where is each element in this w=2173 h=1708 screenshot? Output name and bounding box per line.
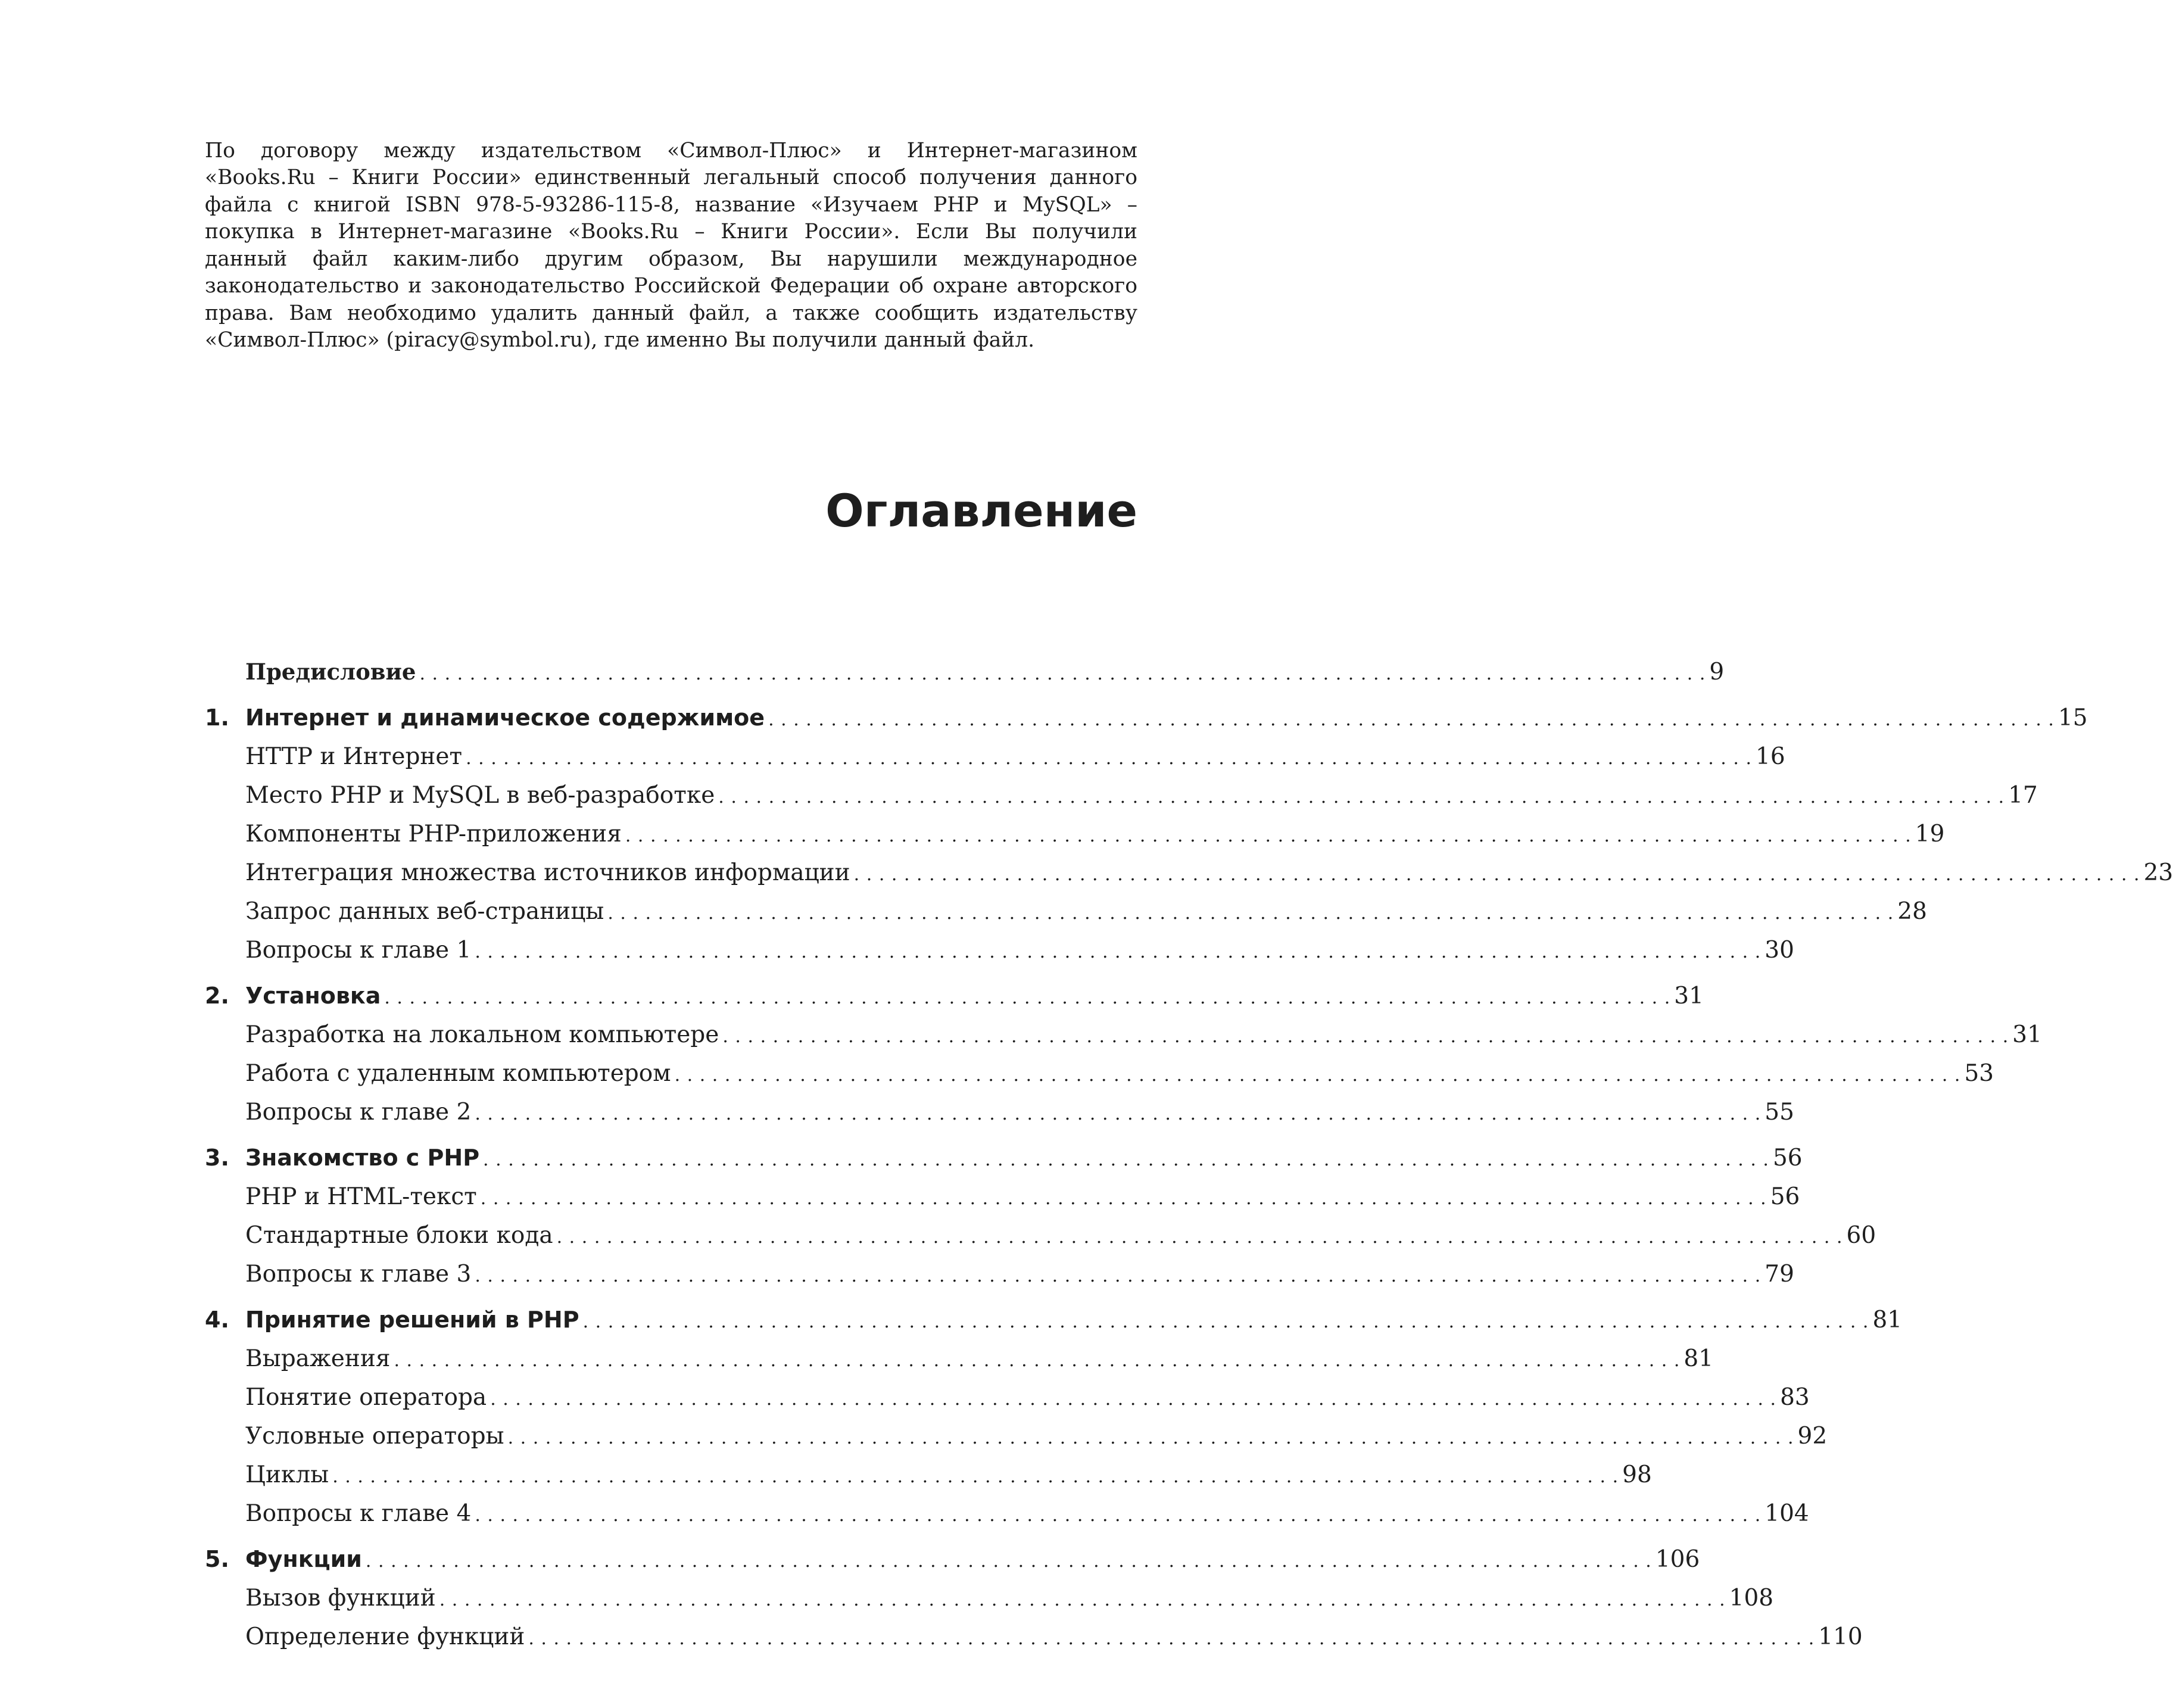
toc-section-entry[interactable]: [205, 1099, 1794, 1137]
page-title: Оглавление: [825, 484, 1137, 537]
toc-entry-title: Вопросы к главе 4: [245, 1500, 472, 1527]
toc-page-number: 106: [1655, 1546, 1700, 1573]
toc-dot-leader: . . . . . . . . . . . . . . . . . . . . . . . . . . . . . . . . . . . . . . . . . . . . . . . . . . . . . . . . . . . . . . . . . . . . . . . . . . . . . . . . . . . . . . . . . . . . . . . . . . . . . . .: [490, 1389, 1777, 1410]
toc-page-number: 19: [1915, 821, 1945, 847]
toc-page-number: 17: [2008, 782, 2038, 809]
toc-section-entry[interactable]: [205, 1261, 1794, 1299]
toc-entry-title: Работа с удаленным компьютером: [245, 1060, 671, 1087]
toc-entry-title: Принятие решений в PHP: [245, 1307, 579, 1333]
toc-section-entry[interactable]: [205, 898, 1927, 937]
toc-page-number: 108: [1729, 1585, 1774, 1612]
toc-chapter-number: 2.: [205, 983, 229, 1009]
toc-dot-leader: . . . . . . . . . . . . . . . . . . . . . . . . . . . . . . . . . . . . . . . . . . . . . . . . . . . . . . . . . . . . . . . . . . . . . . . . . . . . . . . . . . . . . . . . . . . . . . . . . . . . . . .: [365, 1551, 1652, 1572]
toc-dot-leader: . . . . . . . . . . . . . . . . . . . . . . . . . . . . . . . . . . . . . . . . . . . . . . . . . . . . . . . . . . . . . . . . . . . . . . . . . . . . . . . . . . . . . . . . . . . . . . . . . . . . . . .: [768, 709, 2054, 730]
toc-page-number: 110: [1818, 1623, 1863, 1650]
toc-section-entry[interactable]: [205, 937, 1794, 975]
toc-page-number: 16: [1756, 743, 1785, 770]
toc-dot-leader: . . . . . . . . . . . . . . . . . . . . . . . . . . . . . . . . . . . . . . . . . . . . . . . . . . . . . . . . . . . . . . . . . . . . . . . . . . . . . . . . . . . . . . . . . . . . . . . . . . . . . . .: [384, 987, 1671, 1008]
toc-entry-title: Место PHP и MySQL в веб-разработке: [245, 782, 715, 809]
toc-chapter-number: 5.: [205, 1546, 229, 1572]
toc-section-entry[interactable]: [205, 1345, 1714, 1384]
toc-section-entry[interactable]: [205, 1585, 1774, 1623]
toc-dot-leader: . . . . . . . . . . . . . . . . . . . . . . . . . . . . . . . . . . . . . . . . . . . . . . . . . . . . . . . . . . . . . . . . . . . . . . . . . . . . . . . . . . . . . . . . . . . . . . . . . . . . . . .: [475, 942, 1762, 962]
copyright-notice: По договору между издательством «Символ-Плюс» и Интернет-магазином «Books.Ru – Книги России» единственный легальный способ получения данного файла с книгой ISBN 978-5-93286-115-8, название «Изучаем PHP и MySQL» – покупка в Интернет-магазине «Books.Ru – Книги России». Если Вы получили данный файл каким-либо другим образом, Вы нарушили международное законодательство и законодательство Российской Федерации об охране авторского права. Вам необходимо удалить данный файл, а также сообщить издательству «Символ-Плюс» (piracy@symbol.ru), где именно Вы получили данный файл.: [205, 138, 1137, 352]
toc-page-number: 31: [1674, 983, 1704, 1009]
toc-dot-leader: . . . . . . . . . . . . . . . . . . . . . . . . . . . . . . . . . . . . . . . . . . . . . . . . . . . . . . . . . . . . . . . . . . . . . . . . . . . . . . . . . . . . . . . . . . . . . . . . . . . . . . .: [556, 1227, 1843, 1248]
toc-dot-leader: . . . . . . . . . . . . . . . . . . . . . . . . . . . . . . . . . . . . . . . . . . . . . . . . . . . . . . . . . . . . . . . . . . . . . . . . . . . . . . . . . . . . . . . . . . . . . . . . . . . . . . .: [607, 903, 1894, 924]
toc-page-number: 30: [1764, 937, 1794, 964]
toc-page-number: 56: [1772, 1145, 1803, 1171]
toc-entry-title: Компоненты PHP-приложения: [245, 821, 622, 847]
toc-dot-leader: . . . . . . . . . . . . . . . . . . . . . . . . . . . . . . . . . . . . . . . . . . . . . . . . . . . . . . . . . . . . . . . . . . . . . . . . . . . . . . . . . . . . . . . . . . . . . . . . . . . . . . .: [475, 1266, 1762, 1286]
toc-page-number: 23: [2143, 859, 2173, 886]
toc-preface-entry[interactable]: [205, 659, 1725, 697]
toc-dot-leader: . . . . . . . . . . . . . . . . . . . . . . . . . . . . . . . . . . . . . . . . . . . . . . . . . . . . . . . . . . . . . . . . . . . . . . . . . . . . . . . . . . . . . . . . . . . . . . . . . . . . . . .: [483, 1149, 1769, 1170]
toc-section-entry[interactable]: [205, 821, 1945, 859]
toc-chapter-entry[interactable]: [205, 1307, 1903, 1345]
toc-section-entry[interactable]: [205, 1500, 1809, 1539]
toc-chapter-entry[interactable]: [205, 1546, 1700, 1585]
toc-dot-leader: . . . . . . . . . . . . . . . . . . . . . . . . . . . . . . . . . . . . . . . . . . . . . . . . . . . . . . . . . . . . . . . . . . . . . . . . . . . . . . . . . . . . . . . . . . . . . . . . . . . . . . .: [480, 1188, 1767, 1209]
toc-entry-title: Циклы: [245, 1461, 329, 1488]
toc-entry-title: Разработка на локальном компьютере: [245, 1021, 719, 1048]
toc-section-entry[interactable]: [205, 1021, 2042, 1060]
toc-page-number: 92: [1797, 1423, 1828, 1450]
toc-dot-leader: . . . . . . . . . . . . . . . . . . . . . . . . . . . . . . . . . . . . . . . . . . . . . . . . . . . . . . . . . . . . . . . . . . . . . . . . . . . . . . . . . . . . . . . . . . . . . . . . . . . . . . .: [332, 1466, 1619, 1487]
toc-chapter-number: 4.: [205, 1307, 229, 1333]
toc-section-entry[interactable]: [205, 1222, 1876, 1261]
toc-entry-title: Вопросы к главе 3: [245, 1261, 472, 1288]
toc-section-entry[interactable]: [205, 1183, 1800, 1222]
toc-dot-leader: . . . . . . . . . . . . . . . . . . . . . . . . . . . . . . . . . . . . . . . . . . . . . . . . . . . . . . . . . . . . . . . . . . . . . . . . . . . . . . . . . . . . . . . . . . . . . . . . . . . . . . .: [394, 1350, 1681, 1371]
toc-page-number: 9: [1709, 659, 1725, 685]
toc-entry-title: Предисловие: [245, 659, 416, 685]
toc-page-number: 81: [1683, 1345, 1714, 1372]
toc-page-number: 56: [1770, 1183, 1800, 1210]
toc-dot-leader: . . . . . . . . . . . . . . . . . . . . . . . . . . . . . . . . . . . . . . . . . . . . . . . . . . . . . . . . . . . . . . . . . . . . . . . . . . . . . . . . . . . . . . . . . . . . . . . . . . . . . . .: [674, 1065, 1961, 1086]
toc-dot-leader: . . . . . . . . . . . . . . . . . . . . . . . . . . . . . . . . . . . . . . . . . . . . . . . . . . . . . . . . . . . . . . . . . . . . . . . . . . . . . . . . . . . . . . . . . . . . . . . . . . . . . . .: [625, 825, 1912, 846]
toc-dot-leader: . . . . . . . . . . . . . . . . . . . . . . . . . . . . . . . . . . . . . . . . . . . . . . . . . . . . . . . . . . . . . . . . . . . . . . . . . . . . . . . . . . . . . . . . . . . . . . . . . . . . . . .: [475, 1505, 1762, 1526]
toc-dot-leader: . . . . . . . . . . . . . . . . . . . . . . . . . . . . . . . . . . . . . . . . . . . . . . . . . . . . . . . . . . . . . . . . . . . . . . . . . . . . . . . . . . . . . . . . . . . . . . . . . . . . . . .: [582, 1311, 1869, 1332]
toc-entry-title: Знакомство с PHP: [245, 1145, 480, 1171]
toc-dot-leader: . . . . . . . . . . . . . . . . . . . . . . . . . . . . . . . . . . . . . . . . . . . . . . . . . . . . . . . . . . . . . . . . . . . . . . . . . . . . . . . . . . . . . . . . . . . . . . . . . . . . . . .: [722, 1026, 2009, 1047]
toc-chapter-entry[interactable]: [205, 983, 1704, 1021]
toc-page-number: 28: [1897, 898, 1927, 925]
toc-section-entry[interactable]: [205, 1384, 1810, 1423]
toc-section-entry[interactable]: [205, 743, 1785, 782]
toc-entry-title: Определение функций: [245, 1623, 525, 1650]
toc-entry-title: Интеграция множества источников информации: [245, 859, 850, 886]
toc-dot-leader: . . . . . . . . . . . . . . . . . . . . . . . . . . . . . . . . . . . . . . . . . . . . . . . . . . . . . . . . . . . . . . . . . . . . . . . . . . . . . . . . . . . . . . . . . . . . . . . . . . . . . . .: [439, 1589, 1726, 1610]
toc-entry-title: PHP и HTML-текст: [245, 1183, 477, 1210]
toc-dot-leader: . . . . . . . . . . . . . . . . . . . . . . . . . . . . . . . . . . . . . . . . . . . . . . . . . . . . . . . . . . . . . . . . . . . . . . . . . . . . . . . . . . . . . . . . . . . . . . . . . . . . . . .: [419, 663, 1706, 684]
toc-page-number: 83: [1780, 1384, 1810, 1411]
toc-entry-title: Установка: [245, 983, 381, 1009]
toc-page-number: 31: [2012, 1021, 2042, 1048]
toc-entry-title: Запрос данных веб-страницы: [245, 898, 604, 925]
toc-entry-title: Понятие оператора: [245, 1384, 487, 1411]
toc-dot-leader: . . . . . . . . . . . . . . . . . . . . . . . . . . . . . . . . . . . . . . . . . . . . . . . . . . . . . . . . . . . . . . . . . . . . . . . . . . . . . . . . . . . . . . . . . . . . . . . . . . . . . . .: [853, 864, 2140, 885]
toc-section-entry[interactable]: [205, 1623, 1863, 1662]
toc-dot-leader: . . . . . . . . . . . . . . . . . . . . . . . . . . . . . . . . . . . . . . . . . . . . . . . . . . . . . . . . . . . . . . . . . . . . . . . . . . . . . . . . . . . . . . . . . . . . . . . . . . . . . . .: [718, 787, 2005, 808]
toc-chapter-entry[interactable]: [205, 705, 2088, 743]
toc-entry-title: Функции: [245, 1546, 362, 1572]
toc-page-number: 104: [1764, 1500, 1809, 1527]
toc-chapter-number: 3.: [205, 1145, 229, 1171]
table-of-contents: [205, 659, 2173, 1662]
toc-chapter-entry[interactable]: [205, 1145, 1803, 1183]
toc-section-entry[interactable]: [205, 1461, 1652, 1500]
toc-entry-title: Стандартные блоки кода: [245, 1222, 553, 1249]
toc-entry-title: Вопросы к главе 2: [245, 1099, 472, 1126]
toc-entry-title: Вопросы к главе 1: [245, 937, 472, 964]
toc-page-number: 55: [1764, 1099, 1794, 1126]
toc-entry-title: HTTP и Интернет: [245, 743, 463, 770]
toc-dot-leader: . . . . . . . . . . . . . . . . . . . . . . . . . . . . . . . . . . . . . . . . . . . . . . . . . . . . . . . . . . . . . . . . . . . . . . . . . . . . . . . . . . . . . . . . . . . . . . . . . . . . . . .: [466, 748, 1752, 769]
toc-page-number: 15: [2057, 705, 2088, 731]
toc-page-number: 79: [1764, 1261, 1794, 1288]
toc-chapter-number: 1.: [205, 705, 229, 731]
toc-entry-title: Условные операторы: [245, 1423, 504, 1450]
toc-dot-leader: . . . . . . . . . . . . . . . . . . . . . . . . . . . . . . . . . . . . . . . . . . . . . . . . . . . . . . . . . . . . . . . . . . . . . . . . . . . . . . . . . . . . . . . . . . . . . . . . . . . . . . .: [475, 1104, 1762, 1124]
toc-section-entry[interactable]: [205, 782, 2038, 821]
toc-dot-leader: . . . . . . . . . . . . . . . . . . . . . . . . . . . . . . . . . . . . . . . . . . . . . . . . . . . . . . . . . . . . . . . . . . . . . . . . . . . . . . . . . . . . . . . . . . . . . . . . . . . . . . .: [507, 1428, 1794, 1448]
toc-section-entry[interactable]: [205, 859, 2173, 898]
toc-page-number: 98: [1622, 1461, 1652, 1488]
toc-entry-title: Выражения: [245, 1345, 391, 1372]
toc-page-number: 81: [1872, 1307, 1903, 1333]
toc-section-entry[interactable]: [205, 1423, 1828, 1461]
toc-entry-title: Вызов функций: [245, 1585, 436, 1612]
toc-page-number: 60: [1846, 1222, 1876, 1249]
toc-page-number: 53: [1964, 1060, 1994, 1087]
toc-section-entry[interactable]: [205, 1060, 1994, 1099]
toc-entry-title: Интернет и динамическое содержимое: [245, 705, 765, 731]
toc-dot-leader: . . . . . . . . . . . . . . . . . . . . . . . . . . . . . . . . . . . . . . . . . . . . . . . . . . . . . . . . . . . . . . . . . . . . . . . . . . . . . . . . . . . . . . . . . . . . . . . . . . . . . . .: [528, 1628, 1815, 1649]
